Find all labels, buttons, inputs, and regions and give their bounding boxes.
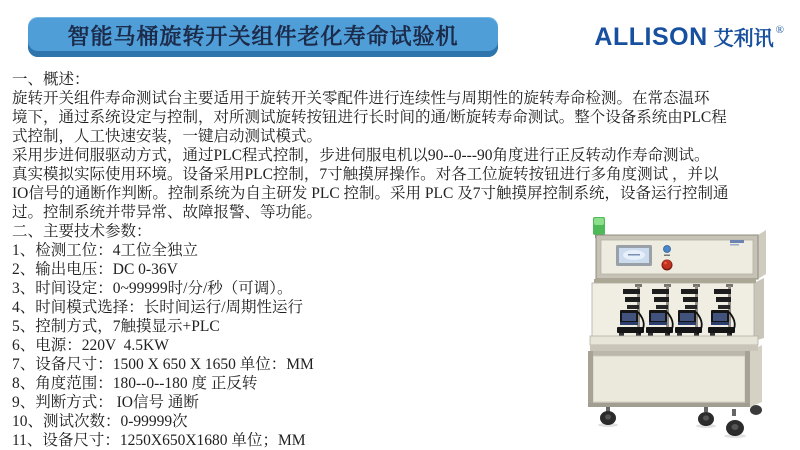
spec-item: 2、输出电压：DC 0-36V bbox=[12, 261, 178, 278]
control-panel bbox=[596, 235, 758, 279]
spec-item: 11、设备尺寸：1250X650X1680 单位；MM bbox=[12, 432, 306, 449]
wheel-shadow bbox=[696, 424, 716, 428]
spec-item: 4、时间模式选择：长时间运行/周期性运行 bbox=[12, 299, 304, 316]
section-2-heading: 二、主要技术参数： bbox=[12, 223, 152, 240]
spec-item: 1、检测工位：4工位全独立 bbox=[12, 242, 199, 259]
cabinet bbox=[588, 351, 750, 407]
caster-wheel bbox=[726, 409, 744, 436]
spec-item: 8、角度范围：180--0--180 度 正反转 bbox=[12, 375, 258, 392]
text-line: 式控制，人工快速安装，一键启动测试模式。 bbox=[12, 128, 323, 145]
caster-wheel bbox=[698, 407, 714, 426]
machine-photo bbox=[550, 210, 795, 450]
text-line: 旋转开关组件寿命测试台主要适用于旋转开关零配件进行连续性与周期性的旋转寿命检测。在常态温环 bbox=[12, 90, 710, 107]
text-line: IO信号的通断作判断。控制系统为自主研发 PLC 控制。采用 PLC 及7寸触摸屏控制系统，设备运行控制通 bbox=[12, 185, 729, 202]
caster-wheel bbox=[750, 405, 762, 415]
text-line: 采用步进伺服驱动方式，通过PLC程式控制，步进伺服电机以90--0---90角度进行正反转动作寿命测试。 bbox=[12, 147, 710, 164]
mid-side-face bbox=[754, 278, 764, 341]
page-title-text: 智能马桶旋转开关组件老化寿命试验机 bbox=[67, 23, 459, 49]
registered-trademark-icon: ® bbox=[775, 24, 784, 36]
panel-side-face bbox=[758, 230, 766, 279]
wheel-shadow bbox=[598, 423, 618, 427]
spec-item: 3、时间设定：0~99999时/分/秒（可调）。 bbox=[12, 280, 293, 297]
caster-wheel bbox=[600, 407, 616, 425]
touchscreen bbox=[616, 245, 652, 266]
text-line: 过。控制系统并带异常、故障报警、等功能。 bbox=[12, 204, 323, 221]
spec-item: 10、测试次数：0-99999次 bbox=[12, 413, 188, 430]
cabinet-side-face bbox=[750, 345, 762, 407]
brand-logo-latin: ALLISON bbox=[594, 23, 708, 51]
page-title bbox=[28, 17, 498, 57]
spec-item: 5、控制方式，7触摸显示+PLC bbox=[12, 318, 220, 335]
text-line: 境下，通过系统设定与控制，对所测试旋转按钮进行长时间的通/断旋转寿命测试。整个设备系统由PLC程 bbox=[12, 109, 727, 126]
power-indicator-button bbox=[664, 246, 671, 253]
overview-paragraph-1 bbox=[12, 89, 796, 146]
text-line: 真实模拟实际使用环境。设备采用PLC控制，7寸触摸屏操作。对各工位旋转按钮进行多角度测试 ，并以 bbox=[12, 166, 719, 183]
frame-rail bbox=[594, 279, 756, 283]
spec-item: 6、电源：220V 4.5KW bbox=[12, 337, 169, 354]
spec-item: 9、判断方式： IO信号 通断 bbox=[12, 394, 199, 411]
brand-logo-cjk: 艾利讯 bbox=[713, 28, 774, 50]
emergency-stop-button bbox=[662, 260, 673, 271]
brand-logo bbox=[594, 22, 784, 52]
spec-item: 7、设备尺寸：1500 X 650 X 1650 单位：MM bbox=[12, 356, 314, 373]
section-1-heading: 一、概述： bbox=[12, 71, 90, 88]
button-label-plate bbox=[664, 255, 670, 257]
wheel-shadow bbox=[724, 434, 746, 438]
workbench bbox=[590, 336, 758, 351]
